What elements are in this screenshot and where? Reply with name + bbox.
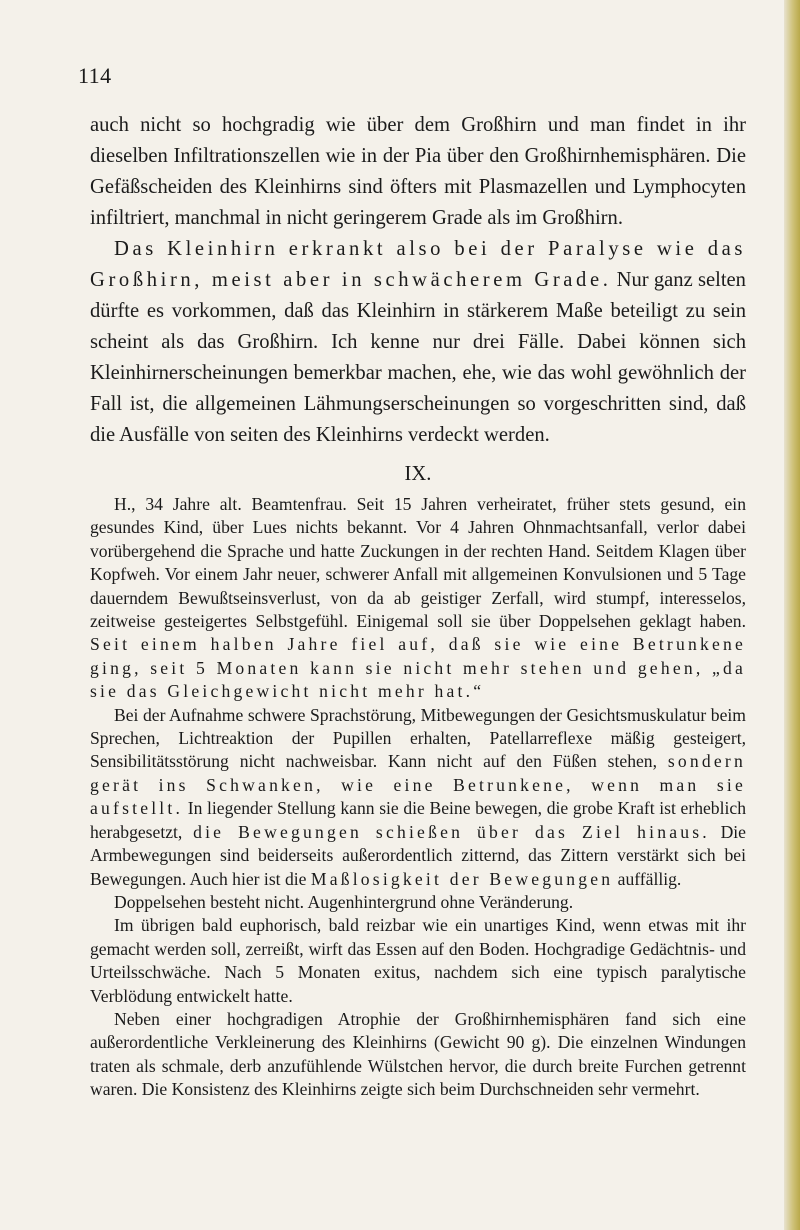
case-paragraph-2: [90, 704, 746, 891]
case-p2-emphasis-2: die Bewegungen schießen über das Ziel hinaus.: [193, 821, 710, 842]
case-p2-text-a: Bei der Aufnahme schwere Sprachstörung, Mitbewegungen der Gesichtsmuskulatur beim Sprechen, Lichtreaktion der Pupillen erhalten, Patellarreflexe mäßig gesteigert, Sensibilitätsstörung nicht nachweisbar. Kann nicht auf den Füßen stehen,: [90, 704, 746, 772]
intro-paragraph-1: auch nicht so hochgradig wie über dem Großhirn und man findet in ihr dieselben Infiltrationszellen wie in der Pia über den Großhirnhemisphären. Die Gefäßscheiden des Kleinhirns sind öfters mit Plasmazellen und Lymphocyten infiltriert, manchmal in nicht geringerem Grade als im Großhirn.: [90, 114, 746, 229]
page-number: 114: [78, 63, 112, 88]
page-edge: [784, 0, 800, 1230]
case-paragraph-4: Im übrigen bald euphorisch, bald reizbar wie ein unartiges Kind, wenn etwas mit ihr gemacht werden soll, zerreißt, wirft das Essen auf den Boden. Hochgradige Gedächtnis- und Urteilsschwäche. Nach 5 Monaten exitus, nachdem sich eine typisch paralytische Verblödung entwickelt hatte.: [90, 915, 746, 1006]
page-body: [90, 110, 746, 1102]
intro-paragraph-2: [90, 234, 746, 451]
case-p1-emphasis: Seit einem halben Jahre fiel auf, daß sie wie eine Betrunkene ging, seit 5 Monaten kann sie nicht mehr stehen und gehen, „da sie das Gleichgewicht nicht mehr hat.“: [90, 634, 746, 702]
case-paragraph-5: Neben einer hochgradigen Atrophie der Großhirnhemisphären fand sich eine außerordentliche Verkleinerung des Kleinhirns (Gewicht 90 g). Die einzelnen Windungen traten als schmale, derb anzufühlende Wülstchen hervor, die durch breite Furchen getrennt waren. Die Konsistenz des Kleinhirns zeigte sich beim Durchschneiden sehr vermehrt.: [90, 1008, 746, 1100]
case-p2-text-e: Die Armbewegungen sind beiderseits außerordentlich zitternd, das Zittern verstärkt sich bei Bewegungen. Auch hier ist die: [90, 821, 746, 889]
intro-paragraph-2-rest: Nur ganz selten dürfte es vorkommen, daß das Kleinhirn in stärkerem Maße beteiligt zu sein scheint als das Großhirn. Ich kenne nur drei Fälle. Dabei können sich Kleinhirnerscheinungen bemerkbar machen, ehe, wie das wohl gewöhnlich der Fall ist, die allgemeinen Lähmungserscheinungen so vorgeschritten sind, daß die Ausfälle von seiten des Kleinhirns verdeckt werden.: [90, 269, 746, 446]
case-p2-text-c: In liegender Stellung kann sie die Beine bewegen, die grobe Kraft ist erheblich herabgesetzt,: [90, 798, 746, 842]
case-p1-text: H., 34 Jahre alt. Beamtenfrau. Seit 15 Jahren verheiratet, früher stets gesund, ein gesundes Kind, über Lues nichts bekannt. Vor 4 Jahren Ohnmachtsanfall, verlor dabei vorübergehend die Sprache und hatte Zuckungen in der rechten Hand. Seitdem Klagen über Kopfweh. Vor einem Jahr neuer, schwerer Anfall mit allgemeinen Konvulsionen und 5 Tage dauerndem Bewußtseinsverlust, von da ab geistiger Zerfall, wird stumpf, interesselos, zeitweise gesteigertes Selbstgefühl. Einigemal soll sie über Doppelsehen geklagt haben.: [90, 494, 746, 632]
emphasis-spaced: Das Kleinhirn erkrankt also bei der Paralyse wie das Großhirn, meist aber in schwächerem Grade.: [90, 238, 746, 291]
section-heading: IX.: [404, 463, 432, 485]
case-p2-text-g: auffällig.: [613, 868, 682, 889]
case-p2-emphasis-1: sondern gerät ins Schwanken, wie eine Betrunkene, wenn man sie aufstellt.: [90, 751, 746, 819]
case-p2-emphasis-3: Maßlosigkeit der Bewegungen: [310, 868, 614, 889]
case-paragraph-3: Doppelsehen besteht nicht. Augenhintergrund ohne Veränderung.: [114, 891, 574, 912]
case-paragraph-1: [90, 493, 746, 704]
